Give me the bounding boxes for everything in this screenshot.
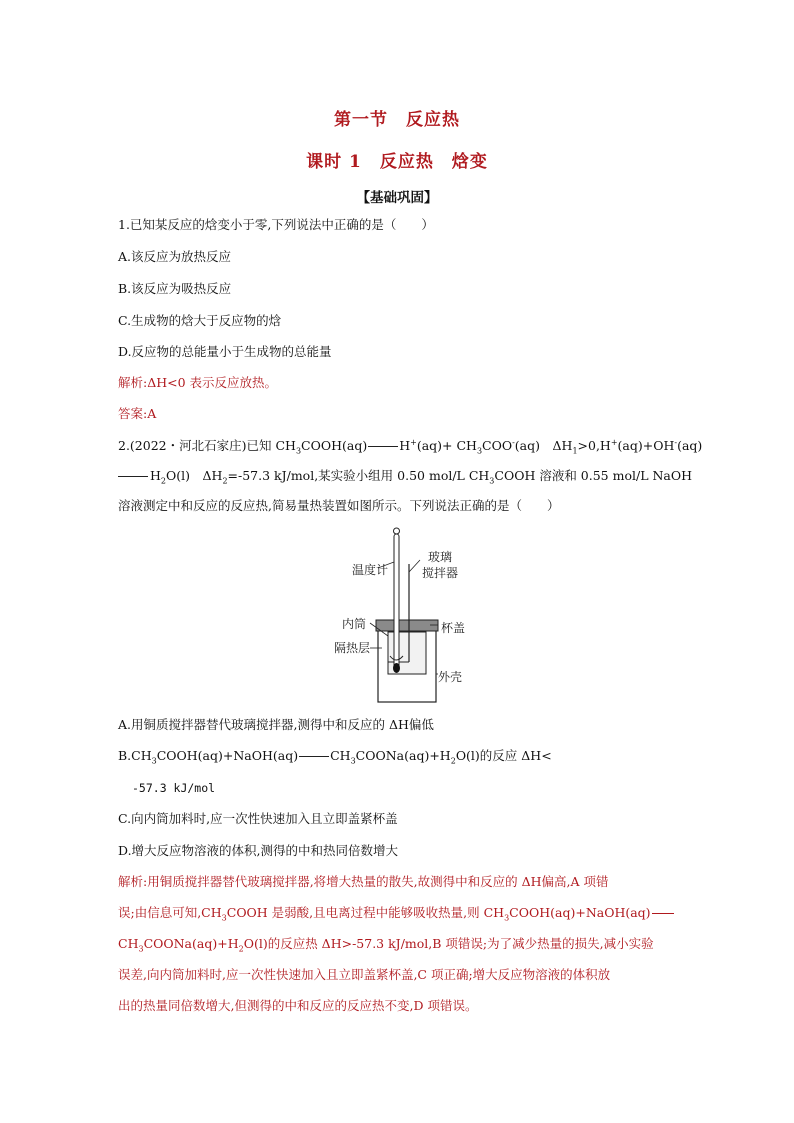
text: (aq)+OH (617, 438, 675, 453)
subscript: 2 (450, 756, 456, 766)
text: O(l) ΔH (166, 468, 223, 483)
q1-option-a: A.该反应为放热反应 (118, 249, 232, 264)
text: >0,H (577, 438, 611, 453)
text: O(l)的反应 ΔH< (455, 748, 552, 763)
subscript: 3 (151, 756, 157, 766)
text: =-57.3 kJ/mol,某实验小组用 0.50 mol/L CH (227, 468, 490, 483)
q2-option-c: C.向内筒加料时,应一次性快速加入且立即盖紧杯盖 (118, 811, 398, 826)
label-stirrer-2: 搅拌器 (422, 566, 459, 580)
lesson-title: 课时 1 反应热 焓变 (306, 152, 488, 172)
thermometer (394, 534, 399, 668)
text: 误;由信息可知,CH (118, 905, 222, 920)
label-lid: 杯盖 (441, 621, 466, 635)
q1-answer (118, 405, 156, 423)
text: CH (118, 936, 139, 951)
text: COOH 是弱酸,且电离过程中能够吸收热量,则 CH (226, 905, 505, 920)
label-insulation: 隔热层 (334, 641, 371, 655)
equals-arrow (118, 476, 148, 477)
label-stirrer-1: 玻璃 (428, 550, 453, 564)
q2-option-b (118, 747, 552, 765)
q2-option-a: A.用铜质搅拌器替代玻璃搅拌器,测得中和反应的 ΔH偏低 (118, 717, 434, 732)
equals-arrow (368, 446, 398, 447)
equals-arrow (299, 756, 329, 757)
subscript: 2 (222, 476, 228, 486)
equals-arrow (652, 913, 674, 914)
text: (aq)+ CH (416, 438, 477, 453)
q1-option-d: D.反应物的总能量小于生成物的总能量 (118, 344, 332, 359)
label-inner-cup: 内筒 (342, 617, 367, 631)
subscript: 3 (489, 476, 495, 486)
q1-stem: 1.已知某反应的焓变小于零,下列说法中正确的是（ ） (118, 217, 434, 232)
part-title: 【基础巩固】 (356, 190, 438, 206)
text: 2.(2022・河北石家庄)已知 CH (118, 438, 296, 453)
subscript: 3 (350, 756, 356, 766)
calorimeter-figure (330, 524, 470, 704)
text: COOH 溶液和 0.55 mol/L NaOH (494, 468, 693, 483)
text: CH (330, 748, 351, 763)
text: COOH(aq)+NaOH(aq) (156, 748, 299, 763)
section-title: 第一节 反应热 (334, 110, 460, 130)
q1-analysis-label: 解析: (118, 375, 148, 390)
q2-analysis-line3 (118, 935, 654, 953)
subscript: 3 (221, 913, 227, 923)
q2-option-b-cont: -57.3 kJ/mol (132, 781, 216, 795)
q1-answer-value: A (147, 406, 157, 421)
q2-analysis-line1: 解析:用铜质搅拌器替代玻璃搅拌器,将增大热量的散失,故测得中和反应的 ΔH偏高,A 项错 (118, 874, 609, 889)
q2-stem-line2 (118, 467, 692, 485)
q2-analysis-line4: 误差,向内筒加料时,应一次性快速加入且立即盖紧杯盖,C 项正确;增大反应物溶液的体积放 (118, 967, 611, 982)
text: COOH(aq)+NaOH(aq) (509, 905, 651, 920)
text: B.CH (118, 748, 152, 763)
text: COONa(aq)+H (143, 936, 239, 951)
superscript: + (610, 437, 618, 447)
q2-stem-line3: 溶液测定中和反应的反应热,简易量热装置如图所示。下列说法正确的是（ ） (118, 498, 560, 513)
superscript: + (410, 437, 417, 447)
subscript: 3 (138, 944, 144, 954)
q2-analysis-line5: 出的热量同倍数增大,但测得的中和反应的反应热不变,D 项错误。 (118, 998, 478, 1013)
q2-stem-line1 (118, 437, 702, 455)
label-thermometer: 温度计 (352, 563, 389, 577)
text: O(l)的反应热 ΔH>-57.3 kJ/mol,B 项错误;为了减少热量的损失,减小实验 (243, 936, 654, 951)
subscript: 1 (572, 446, 578, 456)
subscript: 3 (504, 913, 510, 923)
superscript: - (674, 437, 678, 447)
q1-option-b: B.该反应为吸热反应 (118, 281, 232, 296)
subscript: 2 (160, 476, 166, 486)
text: COO (482, 438, 513, 453)
subscript: 2 (238, 944, 244, 954)
text: COONa(aq)+H (355, 748, 451, 763)
lid (376, 620, 438, 631)
text: H (150, 468, 161, 483)
q2-analysis-line2 (118, 904, 674, 922)
q1-option-c: C.生成物的焓大于反应物的焓 (118, 313, 282, 328)
text: (aq) (677, 438, 703, 453)
subscript: 3 (476, 446, 483, 456)
q1-analysis (118, 374, 277, 392)
superscript: - (512, 437, 515, 447)
text: H (399, 438, 411, 453)
label-shell: 外壳 (438, 670, 463, 684)
text: COOH(aq) (301, 438, 368, 453)
text: (aq) ΔH (514, 438, 573, 453)
subscript: 3 (295, 446, 302, 456)
q1-answer-label: 答案: (118, 406, 148, 421)
q2-option-d: D.增大反应物溶液的体积,测得的中和热同倍数增大 (118, 843, 399, 858)
q1-analysis-text: ΔH<0 表示反应放热。 (147, 375, 278, 390)
